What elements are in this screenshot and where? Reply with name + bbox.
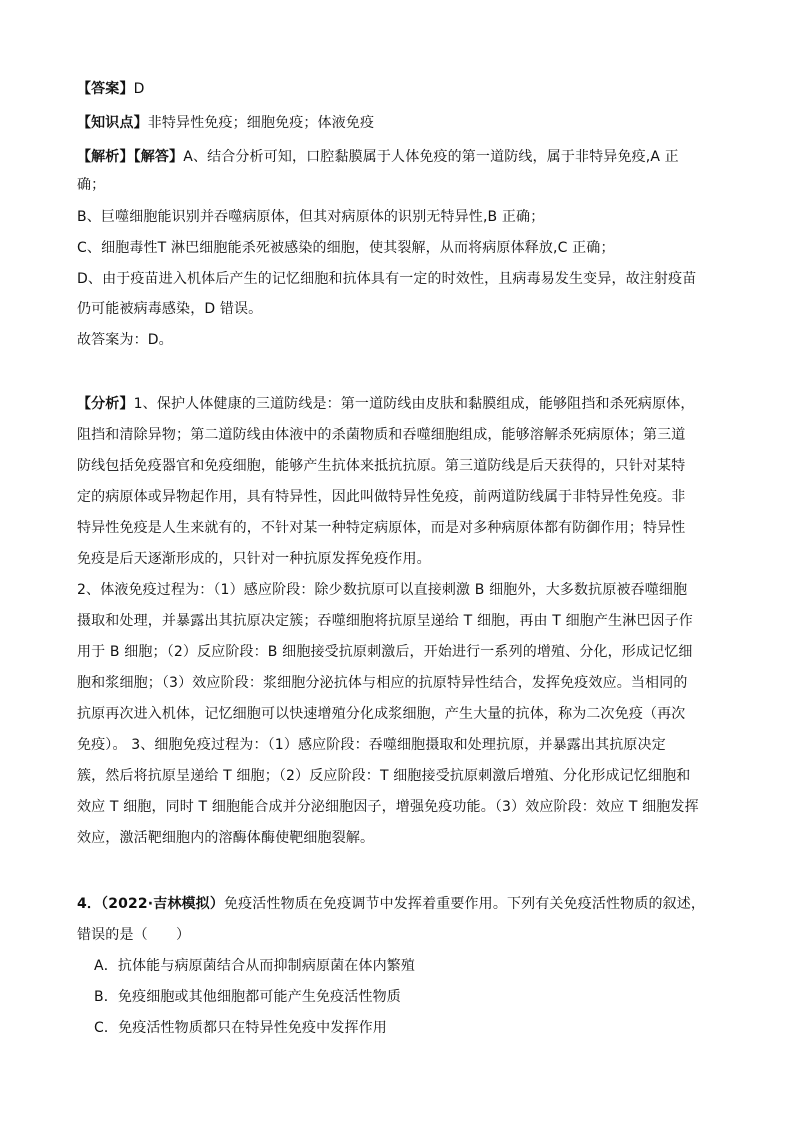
fenxi-text-line: 特异性免疫是人生来就有的，不针对某一种特定病原体，而是对多种病原体都有防御作用；特异性	[77, 520, 686, 536]
fenxi-text-line: 免疫是后天逐渐形成的，只针对一种抗原发挥免疫作用。	[77, 551, 431, 567]
fenxi-text-line: 胞和浆细胞；（3）效应阶段：浆细胞分泌抗体与相应的抗原特异性结合，发挥免疫效应。当相同的	[77, 675, 688, 691]
question-stem: 免疫活性物质在免疫调节中发挥着重要作用。下列有关免疫活性物质的叙述，	[223, 896, 706, 912]
answer-line	[77, 78, 145, 100]
analysis-text-line: 确；	[77, 177, 106, 193]
question-stem-line: 错误的是（ ）	[77, 927, 191, 943]
analysis-text: A、结合分析可知，口腔黏膜属于人体免疫的第一道防线，属于非特异免疫,A 正	[183, 149, 679, 165]
fenxi-text-line: 簇，然后将抗原呈递给 T 细胞；（2）反应阶段：T 细胞接受抗原刺激后增殖、分化形成记忆细胞和	[77, 768, 691, 784]
option-c: C．免疫活性物质都只在特异性免疫中发挥作用	[94, 1020, 387, 1036]
fenxi-text-line: 用于 B 细胞；（2）反应阶段：B 细胞接受抗原刺激后，开始进行一系列的增殖、分化，形成记忆细	[77, 644, 693, 660]
question-source: （2022·吉林模拟）	[101, 896, 224, 912]
knowledge-value: 非特异性免疫；细胞免疫；体液免疫	[147, 115, 375, 131]
fenxi-text-line: 效应 T 细胞，同时 T 细胞能合成并分泌细胞因子，增强免疫功能。（3）效应阶段：效应 T 细胞发挥	[77, 799, 699, 815]
answer-value: D	[133, 81, 145, 97]
fenxi-text-line: 效应，激活靶细胞内的溶酶体酶使靶细胞裂解。	[77, 830, 375, 846]
fenxi-text-line: 摄取和处理，并暴露出其抗原决定簇；吞噬细胞将抗原呈递给 T 细胞，再由 T 细胞产生淋巴因子作	[77, 613, 693, 629]
fenxi-line	[77, 393, 695, 415]
analysis-text-line: 仍可能被病毒感染，D 错误。	[77, 301, 263, 317]
analysis-label: 【解析】	[77, 149, 134, 165]
question-number: 4．	[77, 896, 102, 912]
analysis-text-line: 故答案为：D。	[77, 332, 173, 348]
fenxi-text-line: 阻挡和清除异物；第二道防线由体液中的杀菌物质和吞噬细胞组成，能够溶解杀死病原体；第三道	[77, 427, 686, 443]
fenxi-label: 【分析】	[77, 396, 134, 412]
fenxi-text-line: 抗原再次进入机体，记忆细胞可以快速增殖分化成浆细胞，产生大量的抗体，称为二次免疫（再次	[77, 706, 686, 722]
knowledge-point-line	[77, 112, 374, 134]
knowledge-label: 【知识点】	[77, 115, 148, 131]
question-stem-line	[77, 893, 705, 915]
analysis-line	[77, 146, 679, 168]
solution-label: 【解答】	[133, 149, 184, 165]
fenxi-text-line: 免疫）。 3、细胞免疫过程为：（1）感应阶段：吞噬细胞摄取和处理抗原，并暴露出其抗原决定	[77, 737, 666, 753]
option-b: B．免疫细胞或其他细胞都可能产生免疫活性物质	[94, 989, 401, 1005]
fenxi-text: 1、保护人体健康的三道防线是：第一道防线由皮肤和黏膜组成，能够阻挡和杀死病原体，	[133, 396, 695, 412]
fenxi-text-line: 定的病原体或异物起作用，具有特异性，因此叫做特异性免疫，前两道防线属于非特异性免疫。非	[77, 489, 686, 505]
fenxi-text-line: 防线包括免疫器官和免疫细胞，能够产生抗体来抵抗抗原。第三道防线是后天获得的，只针对某特	[77, 458, 686, 474]
analysis-text-line: C、细胞毒性T 淋巴细胞能杀死被感染的细胞，使其裂解，从而将病原体释放,C 正确；	[77, 240, 615, 256]
fenxi-text-line: 2、体液免疫过程为：（1）感应阶段：除少数抗原可以直接刺激 B 细胞外，大多数抗原被吞噬细胞	[77, 582, 688, 598]
answer-label: 【答案】	[77, 81, 134, 97]
analysis-text-line: D、由于疫苗进入机体后产生的记忆细胞和抗体具有一定的时效性，且病毒易发生变异，故注射疫苗	[77, 271, 697, 287]
option-a: A．抗体能与病原菌结合从而抑制病原菌在体内繁殖	[94, 958, 416, 974]
analysis-text-line: B、巨噬细胞能识别并吞噬病原体，但其对病原体的识别无特异性,B 正确；	[77, 209, 545, 225]
